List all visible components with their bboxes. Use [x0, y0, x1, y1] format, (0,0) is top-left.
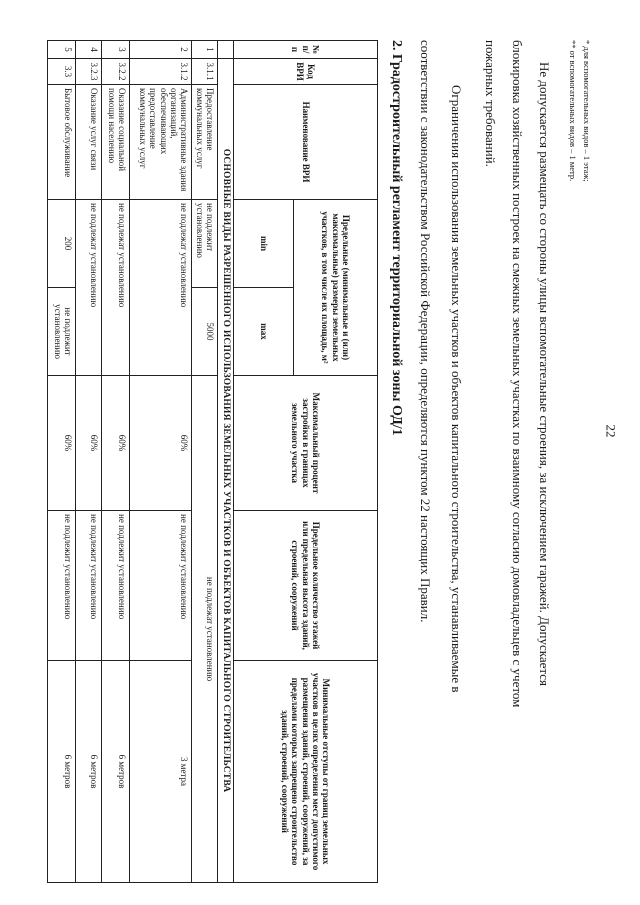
header-min: min: [234, 200, 294, 288]
footnote-1: * для вспомогательных видов – 1 этаж;: [582, 40, 592, 182]
row-code: 3.1.2: [130, 59, 192, 85]
row-code: 3.2.3: [76, 59, 102, 85]
header-setbacks: Минимальные отступы от границ земельных участков в целях определения мест допустимого размещения зданий, строений, сооружений, за пределами которых запрещено строительство зданий, строений, сооружений: [234, 661, 378, 883]
paragraph-garages-line-1: Не допускается размещать со стороны улицы вспомогательные строения, за исключением гаражей. Допускается: [537, 62, 552, 686]
row-percent: 60%: [76, 376, 102, 511]
row-number: 1: [192, 41, 218, 59]
table-row: [102, 41, 130, 883]
header-code: Код ВРИ: [234, 59, 378, 85]
row-code: 3.3: [48, 59, 76, 85]
header-max: max: [234, 288, 294, 376]
row-setback: 6 метров: [76, 661, 102, 883]
row-code: 3.2.2: [102, 59, 130, 85]
header-sizes: Предельные (минимальные и (или) максимальные) размеры земельных участков, в том числе их площадь, м²: [294, 200, 378, 376]
row-name: Предоставление коммунальных услуг: [192, 85, 218, 200]
row-max: 5000: [192, 288, 218, 376]
footnote-2: ** от вспомогательных видов – 1 метр.: [568, 40, 578, 182]
header-percent: Максимальный процент застройки в границах земельного участка: [234, 376, 378, 511]
row-name: Бытовое обслуживание: [48, 85, 76, 200]
row-sizes: не подлежат установлению: [102, 200, 130, 376]
row-floors: не подлежит установлению: [76, 511, 102, 661]
row-name: Оказание услуг связи: [76, 85, 102, 200]
group-row-main-uses: [218, 41, 234, 883]
row-floors: не подлежит установлению: [102, 511, 130, 661]
group-title: ОСНОВНЫЕ ВИДЫ РАЗРЕШЕННОГО ИСПОЛЬЗОВАНИЯ ЗЕМЕЛЬНЫХ УЧАСТКОВ И ОБЪЕКТОВ КАПИТАЛЬНОГО СТРОИТЕЛЬСТВА: [218, 59, 234, 883]
paragraph-restrictions-line-1: Ограничения использования земельных участков и объектов капитального строительства, устанавливаемые в: [449, 85, 464, 693]
page-number: 22: [603, 424, 619, 438]
footnotes: [566, 40, 594, 182]
row-floors: не подлежит установлению: [130, 511, 192, 661]
row-sizes: не подлежат установлению: [76, 200, 102, 376]
row-number: 5: [48, 41, 76, 59]
paragraph-restrictions: [410, 40, 472, 865]
header-floors: Предельное количество этажей или предельная высота зданий, строений, сооружений: [234, 511, 378, 661]
header-name: Наименование ВРИ: [234, 85, 378, 200]
row-min: 200: [48, 200, 76, 288]
row-params-merged: не подлежат установлению: [192, 376, 218, 883]
paragraph-garages-line-2: блокировка хозяйственных построек на смежных земельных участках по взаимному согласию домовладельцев с учетом: [510, 40, 525, 708]
header-number: № п/п: [234, 41, 378, 59]
row-max: не подлежит установлению: [48, 288, 76, 376]
row-setback: 6 метров: [102, 661, 130, 883]
row-percent: 60%: [130, 376, 192, 511]
row-name: Административные здания организаций, обеспечивающих предоставление коммунальных услуг: [130, 85, 192, 200]
row-percent: 60%: [102, 376, 130, 511]
section-title: 2. Градостроительный регламент территориальной зоны ОД/1: [389, 40, 404, 436]
table-row: [48, 41, 76, 883]
paragraph-garages: [477, 40, 558, 865]
row-number: 2: [130, 41, 192, 59]
row-number: 4: [76, 41, 102, 59]
row-percent: 60%: [48, 376, 76, 511]
paragraph-restrictions-line-2: соответствии с законодательством Российской Федерации, определяются пунктом 22 настоящих Правил.: [418, 40, 433, 623]
row-name: Оказание социальной помощи населению: [102, 85, 130, 200]
table-row: [130, 41, 192, 883]
row-setback: 3 метра: [130, 661, 192, 883]
row-min: не подлежит установлению: [192, 200, 218, 288]
paragraph-garages-line-3: пожарных требований.: [483, 40, 498, 167]
row-sizes: не подлежат установлению: [130, 200, 192, 376]
row-code: 3.1.1: [192, 59, 218, 85]
row-number: 3: [102, 41, 130, 59]
row-floors: не подлежит установлению: [48, 511, 76, 661]
regulation-table: [47, 40, 378, 883]
row-setback: 6 метров: [48, 661, 76, 883]
landscape-page-content: [40, 0, 600, 905]
table-row: [192, 41, 218, 883]
table-row: [76, 41, 102, 883]
